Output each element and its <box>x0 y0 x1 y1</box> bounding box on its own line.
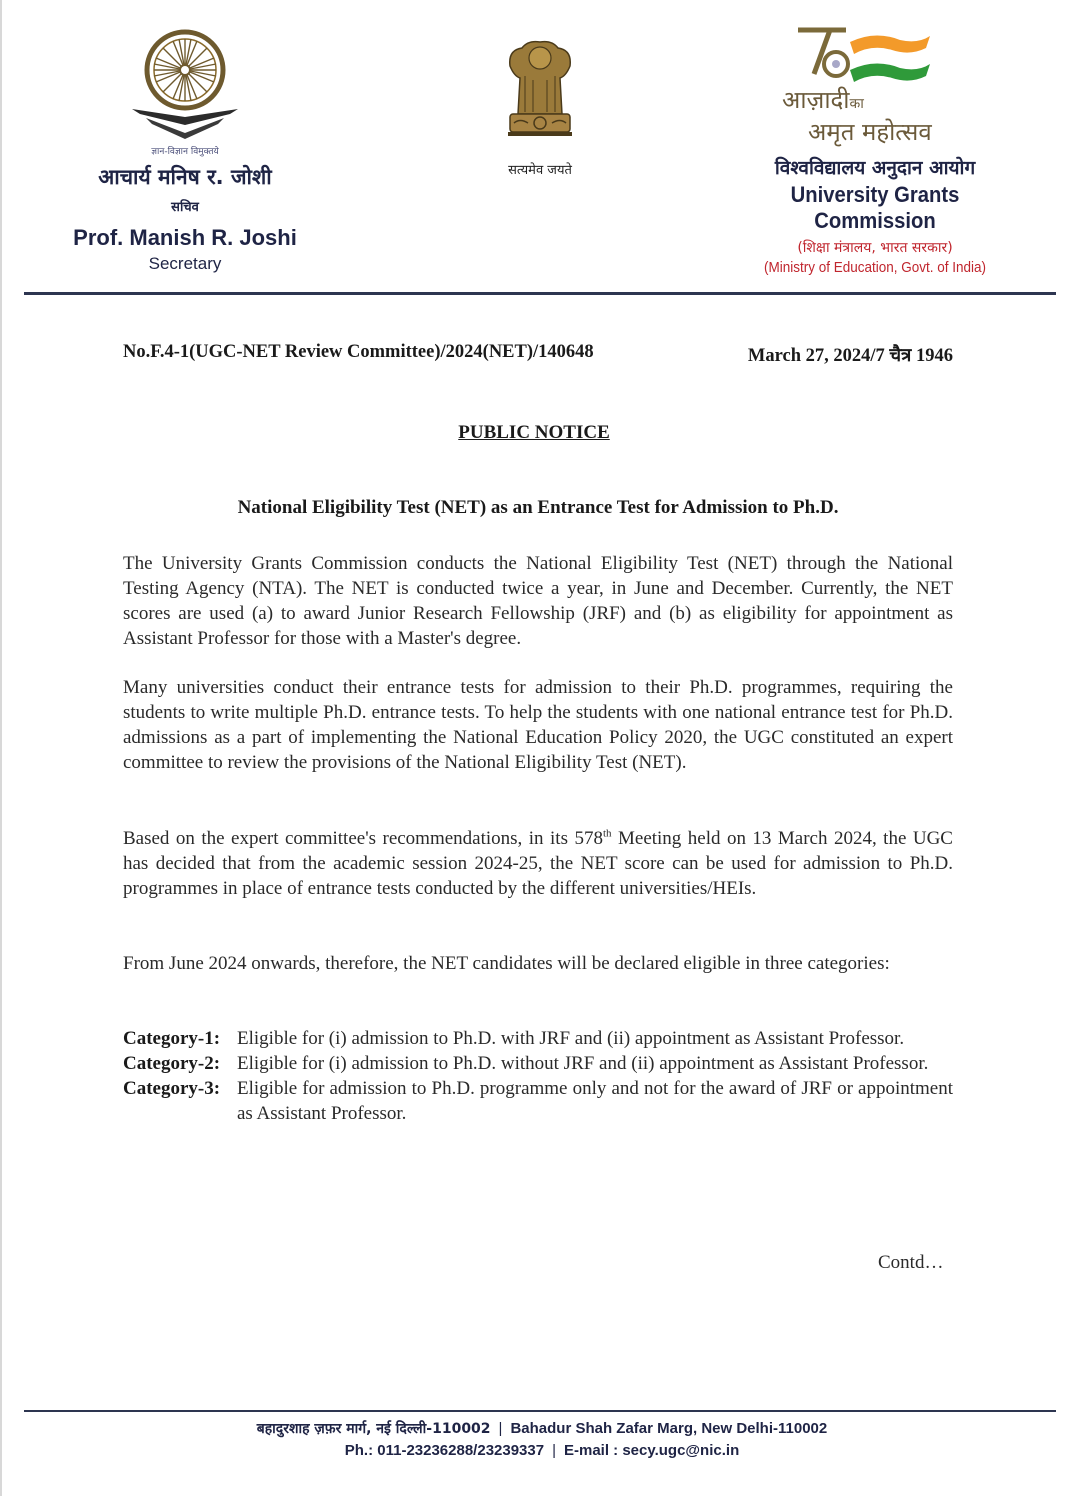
paragraph-1: The University Grants Commission conducts the National Eligibility Test (NET) through the National Testing Agency (NTA). The NET is conducted twice a year, in June and December. Currently, the NET scores are used (a) to award Junior Research Fellowship (JRF) and (b) as eligibility for appointment as Assistant Professor for those with a Master's degree. <box>123 553 953 649</box>
footer-separator: | <box>498 1420 503 1437</box>
footer-address-line <box>0 1418 1068 1440</box>
footer-separator: | <box>552 1442 556 1459</box>
header-divider <box>24 292 1056 295</box>
email-address[interactable]: E-mail : secy.ugc@nic.in <box>564 1442 740 1459</box>
footer <box>0 1418 1068 1462</box>
category-list <box>123 1026 953 1126</box>
category-text: Eligible for (i) admission to Ph.D. without JRF and (ii) appointment as Assistant Professor. <box>237 1053 929 1074</box>
category-text: Eligible for (i) admission to Ph.D. with JRF and (ii) appointment as Assistant Professor. <box>237 1028 905 1049</box>
ugc-identity-block <box>730 22 1020 276</box>
category-label: Category-1: <box>123 1028 221 1049</box>
paragraph-3-end: Meeting held on 13 March 2024, the UGC has decided that from the academic session 2024-25, the NET score can be used for admission to Ph.D. programmes in place of entrance tests conducted by the different universities/HEIs. <box>123 828 953 899</box>
ugc-motto: ज्ञान-विज्ञान विमुक्तये <box>151 147 219 157</box>
ordinal-suffix: th <box>602 827 612 840</box>
category-label: Category-2: <box>123 1053 221 1074</box>
azadi-word: आज़ादी <box>782 86 850 114</box>
paragraph-3-start: Based on the expert committee's recommendations, in its 578 <box>123 828 603 849</box>
secretary-block <box>60 25 310 274</box>
secretary-designation-hindi: सचिव <box>171 200 199 215</box>
paragraph-4: From June 2024 onwards, therefore, the NET candidates will be declared eligible in three categories: <box>123 953 890 974</box>
ka-word: का <box>849 96 864 112</box>
page-edge <box>0 0 2 1496</box>
address-english: Bahadur Shah Zafar Marg, New Delhi-110002 <box>510 1420 828 1437</box>
ministry-hindi: (शिक्षा मंत्रालय, भारत सरकार) <box>797 240 953 256</box>
amrit-mahotsav-text: अमृत महोत्सव <box>808 118 932 146</box>
footer-divider <box>24 1410 1056 1412</box>
footer-contact-line <box>0 1440 1068 1462</box>
category-item <box>123 1026 953 1051</box>
reference-line <box>123 342 953 367</box>
category-label: Category-3: <box>123 1078 221 1099</box>
reference-date: March 27, 2024/7 चैत्र 1946 <box>747 346 953 366</box>
secretary-designation-english: Secretary <box>148 254 222 273</box>
reference-number: No.F.4-1(UGC-NET Review Committee)/2024(NET)/140648 <box>123 342 594 362</box>
paragraph-2: Many universities conduct their entrance tests for admission to their Ph.D. programmes, requiring the students to write multiple Ph.D. entrance tests. To help the students with one national entrance test for Ph.D. admissions as a part of implementing the National Education Policy 2020, the UGC constituted an expert committee to review the provisions of the National Eligibility Test (NET). <box>123 677 953 773</box>
org-name-english: University Grants Commission <box>790 182 960 233</box>
category-item <box>123 1051 953 1076</box>
paragraph-3 <box>123 826 953 901</box>
ministry-english: (Ministry of Education, Govt. of India) <box>763 259 987 276</box>
azadi-text <box>730 86 1020 118</box>
notice-title: PUBLIC NOTICE <box>458 422 610 443</box>
category-text: Eligible for admission to Ph.D. programme only and not for the award of JRF or appointment as Assistant Professor. <box>237 1078 953 1124</box>
continued-marker: Contd… <box>878 1252 944 1273</box>
secretary-name-hindi: आचार्य मनिष र. जोशी <box>98 165 272 189</box>
ashoka-emblem-icon <box>500 36 580 156</box>
azadi-ka-amrit-mahotsav-logo-icon <box>780 22 940 92</box>
category-item <box>123 1076 953 1126</box>
notice-subject: National Eligibility Test (NET) as an Entrance Test for Admission to Ph.D. <box>237 497 839 518</box>
satyamev-jayate-motto: सत्यमेव जयते <box>508 163 572 178</box>
address-hindi: बहादुरशाह ज़फ़र मार्ग, नई दिल्ली-110002 <box>256 1421 491 1437</box>
secretary-name-english: Prof. Manish R. Joshi <box>73 225 297 250</box>
ugc-emblem-icon <box>120 25 250 140</box>
org-name-hindi: विश्वविद्यालय अनुदान आयोग <box>774 157 976 179</box>
national-emblem-block <box>485 36 595 178</box>
phone-number: Ph.: 011-23236288/23239337 <box>344 1442 545 1459</box>
